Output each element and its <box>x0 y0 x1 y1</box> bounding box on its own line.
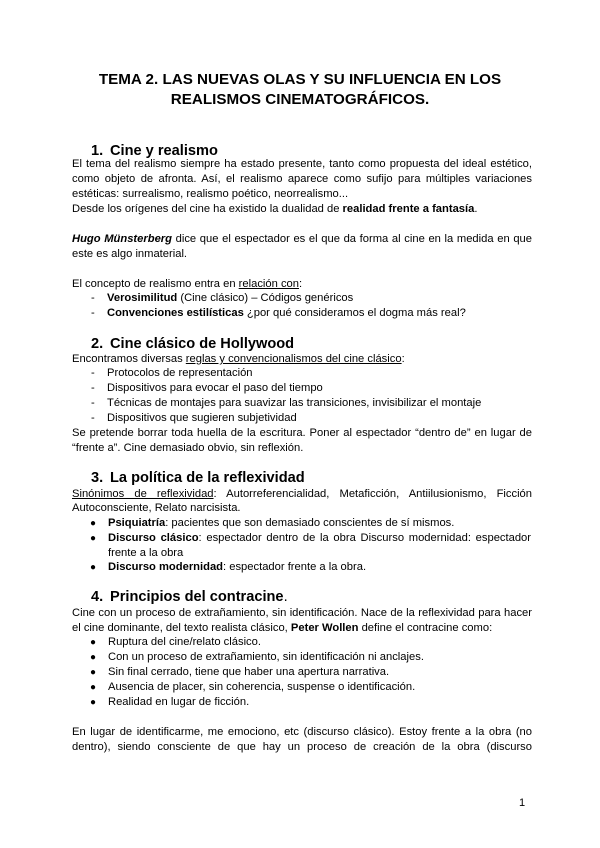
s4-list-item: Ausencia de placer, sin coherencia, suspense o identificación. <box>108 681 416 693</box>
s1-list-item: Convenciones estilísticas ¿por qué consideramos el dogma más real? <box>107 307 466 319</box>
s1-hugo-line-2: este es algo inmaterial. <box>72 248 188 260</box>
s1-paragraph-line: El tema del realismo siempre ha estado presente, tanto como propuesta del ideal estético, <box>72 158 532 170</box>
bullet-dot: ● <box>90 682 97 693</box>
s4-close-line: En lugar de identificarme, me emociono, etc (discurso clásico). Estoy frente a la obra (no <box>72 726 532 738</box>
bullet-dot: ● <box>90 697 97 708</box>
page-number: 1 <box>519 797 526 809</box>
bullet-dot: ● <box>90 518 97 529</box>
bullet-dot: ● <box>90 533 97 544</box>
s2-list-item: Protocolos de representación <box>107 367 253 379</box>
document-title <box>60 70 540 110</box>
s2-close-line: Se pretende borrar toda huella de la escritura. Poner al espectador “dentro de” en lugar de <box>72 427 532 439</box>
dash-bullet: - <box>91 382 95 394</box>
title-line-1: TEMA 2. LAS NUEVAS OLAS Y SU INFLUENCIA EN LOS <box>98 71 502 88</box>
s2-close-line: “frente a”. Cine demasiado obvio, sin reflexión. <box>72 442 304 454</box>
s1-list-item: Verosimilitud (Cine clásico) – Códigos genéricos <box>107 292 354 304</box>
bullet-dot: ● <box>90 637 97 648</box>
s4-list-item: Ruptura del cine/relato clásico. <box>108 636 261 648</box>
s4-close-line: dentro), siendo consciente de que hay un proceso de creación de la obra (discurso <box>72 741 532 753</box>
title-line-2: REALISMOS CINEMATOGRÁFICOS. <box>170 91 430 108</box>
s3-list-item: Discurso modernidad: espectador frente a la obra. <box>108 561 367 573</box>
s2-intro-line: Encontramos diversas reglas y convencionalismos del cine clásico: <box>72 353 405 365</box>
s1-paragraph-line: estéticas: surrealismo, realismo poético, neorrealismo... <box>72 188 349 200</box>
s3-synonyms-line-2: Autoconsciente, Relato narcisista. <box>72 502 241 514</box>
bullet-dot: ● <box>90 652 97 663</box>
dash-bullet: - <box>91 367 95 379</box>
s3-list-item-cont: frente a la obra <box>108 547 184 559</box>
dash-bullet: - <box>91 292 95 304</box>
section-1-heading: 1. Cine y realismo <box>91 143 218 159</box>
section-4-heading: 4. Principios del contracine. <box>91 589 288 605</box>
s4-intro-line: Cine con un proceso de extrañamiento, sin identificación. Nace de la reflexividad para hacer <box>72 607 532 619</box>
s1-concept-line: El concepto de realismo entra en relación con: <box>72 278 303 290</box>
s1-dualidad-line: Desde los orígenes del cine ha existido la dualidad de realidad frente a fantasía. <box>72 203 478 215</box>
s2-list-item: Dispositivos que sugieren subjetividad <box>107 412 297 424</box>
dash-bullet: - <box>91 307 95 319</box>
s2-list-item: Dispositivos para evocar el paso del tiempo <box>107 382 323 394</box>
s4-list-item: Sin final cerrado, tiene que haber una apertura narrativa. <box>108 666 390 678</box>
section-2-heading: 2. Cine clásico de Hollywood <box>91 336 295 352</box>
s4-list-item: Realidad en lugar de ficción. <box>108 696 250 708</box>
s3-synonyms-line: Sinónimos de reflexividad: Autorreferencialidad, Metaficción, Antiilusionismo, Ficción <box>72 488 533 500</box>
s2-list-item: Técnicas de montajes para suavizar las transiciones, invisibilizar el montaje <box>107 397 482 409</box>
bullet-dot: ● <box>90 562 97 573</box>
s1-hugo-line: Hugo Münsterberg dice que el espectador es el que da forma al cine en la medida en que <box>72 233 532 245</box>
s4-list-item: Con un proceso de extrañamiento, sin identificación ni anclajes. <box>108 651 424 663</box>
section-3-heading: 3. La política de la reflexividad <box>91 470 305 486</box>
dash-bullet: - <box>91 412 95 424</box>
s3-list-item: Psiquiatría: pacientes que son demasiado conscientes de sí mismos. <box>108 517 455 529</box>
s4-intro-line-2: el cine dominante, del texto realista clásico, Peter Wollen define el contracine como: <box>72 622 493 634</box>
dash-bullet: - <box>91 397 95 409</box>
s1-paragraph-line: como objeto de afronta. Así, el realismo aparece como sufijo para múltiples variaciones <box>72 173 532 185</box>
s3-list-item: Discurso clásico: espectador dentro de la obra Discurso modernidad: espectador <box>108 532 532 544</box>
bullet-dot: ● <box>90 667 97 678</box>
